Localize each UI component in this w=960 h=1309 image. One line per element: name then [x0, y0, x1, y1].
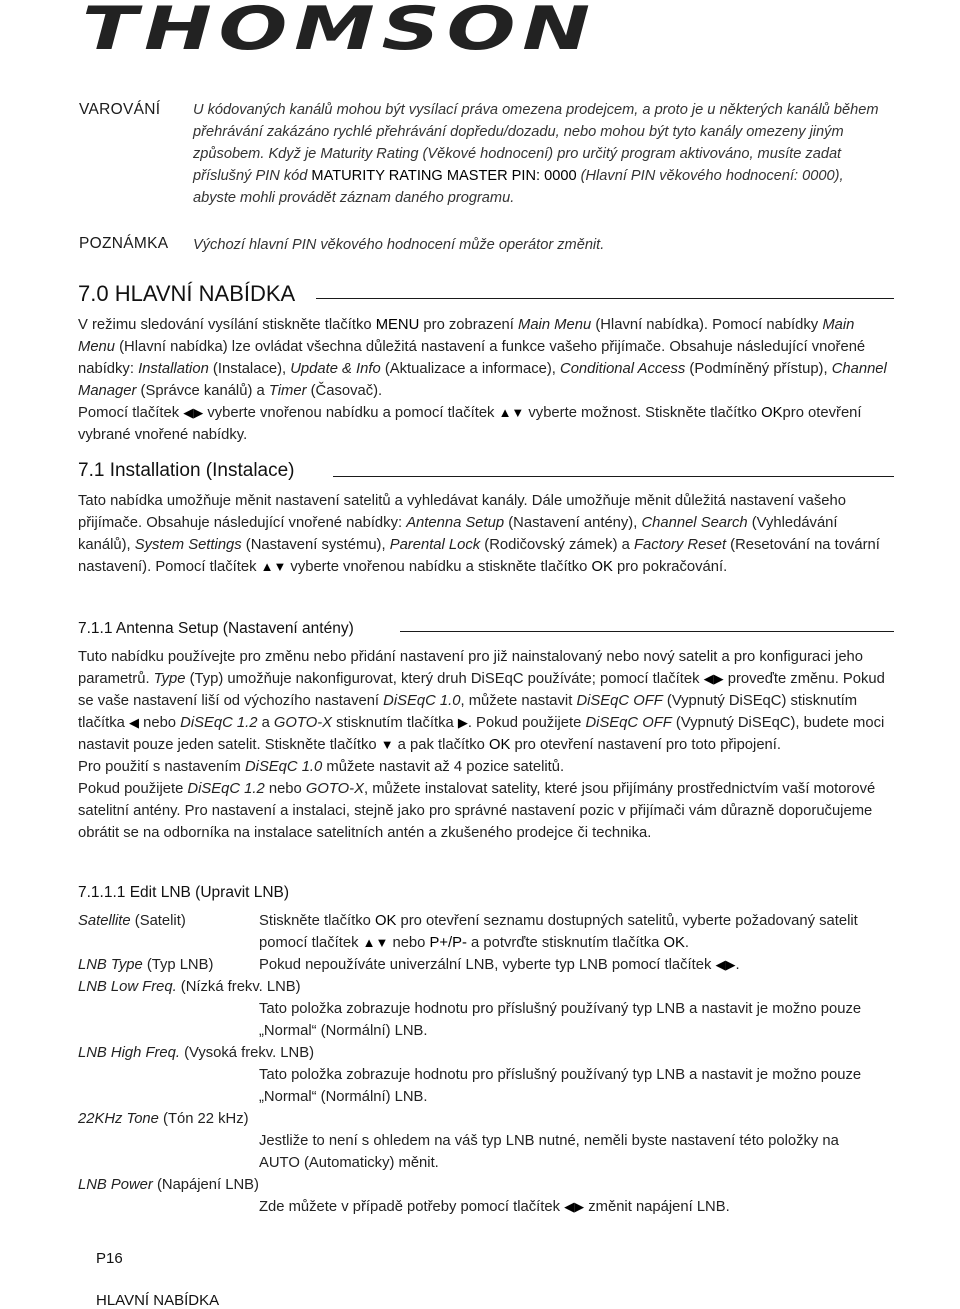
text-run: (Resetování na tovární nastavení). Pomocí tlačítek [78, 537, 880, 575]
text-run: proveďte změnu. Pokud se vaše nastavení liší od výchozího nastavení [78, 671, 885, 709]
text-run: (Správce kanálů) a [136, 383, 269, 399]
lnb-item-description [259, 1130, 879, 1174]
text-run: , můžete nastavit [460, 693, 577, 709]
lnb-item-paren: (Vysoká frekv. LNB) [179, 1045, 315, 1061]
lnb-item-description [259, 1064, 879, 1108]
menu-term: Conditional Access [560, 361, 686, 377]
text-run: Pro použití s nastavením [78, 759, 245, 775]
text-run: Pokud nepoužíváte univerzální LNB, vyberte typ LNB pomocí tlačítek [259, 957, 716, 973]
lnb-item-term [78, 1108, 898, 1130]
lnb-item-term [78, 954, 213, 976]
menu-term: DiSEqC 1.0 [244, 759, 323, 775]
text-run: (Časovač). [306, 383, 383, 399]
section-7-1-body [78, 490, 883, 578]
text-run: pro otevření vybrané vnořené nabídky. [78, 405, 862, 443]
warning-text-c: (Hlavní PIN věkového hodnocení: 0000), abyste mohli provádět záznam daného programu. [193, 168, 844, 206]
text-run: vyberte možnost. Stiskněte tlačítko [524, 405, 762, 421]
menu-term: Parental Lock [389, 537, 481, 553]
text-run: . [735, 957, 740, 973]
lnb-item-name: LNB High Freq. [78, 1045, 180, 1061]
text-run: Stiskněte tlačítko [259, 913, 375, 929]
section-7-1-para [78, 490, 883, 578]
lnb-item-term [78, 910, 186, 932]
lnb-item-description [259, 954, 879, 976]
arrow-keys-icon: ◀ [129, 715, 139, 730]
menu-term: Channel Search [641, 515, 748, 531]
lnb-item-paren: (Nízká frekv. LNB) [176, 979, 301, 995]
text-run: můžete nastavit až 4 pozice satelitů. [322, 759, 565, 775]
text-run: . Pokud použijete [467, 715, 586, 731]
arrow-keys-icon: ▶ [457, 715, 468, 730]
text-run: Zde můžete v případě potřeby pomocí tlačítek [259, 1199, 565, 1215]
text-run: Tato položka zobrazuje hodnotu pro příslušný používaný typ LNB a nastavit je možno pouze „Normal“ (Normální) LNB. [259, 1067, 862, 1105]
text-run: stisknutím tlačítka [332, 715, 458, 731]
text-run: Jestliže to není s ohledem na váš typ LNB nutné, neměli byste nastavení této položky na AUTO (Automaticky) měnit. [259, 1133, 839, 1171]
menu-term: Type [153, 671, 186, 687]
warning-text [193, 99, 883, 209]
key-name: OK [374, 913, 397, 929]
text-run: pro otevření seznamu dostupných satelitů, vyberte požadovaný satelit pomocí tlačítek [259, 913, 858, 951]
text-run: , můžete instalovat satelity, které jsou přijímány prostřednictvím vaší motorové satelitní antény. Pro nastavení a instalaci, stejně jako pro správné nastavení pozic v přijímači vám důrazně doporučujeme obrátit se na odborníka na instalace satelitních antén a zkušeného prodejce či technika. [78, 781, 876, 841]
menu-term: System Settings [134, 537, 242, 553]
footer-section: HLAVNÍ NABÍDKA [96, 1292, 220, 1309]
text-run: pro zobrazení [419, 317, 518, 333]
lnb-item-name: LNB Power [78, 1177, 153, 1193]
menu-term: DiSEqC OFF [585, 715, 672, 731]
lnb-item-paren: (Tón 22 kHz) [158, 1111, 249, 1127]
text-run: nebo [388, 935, 430, 951]
key-name: MENU [375, 317, 420, 333]
text-run: Tato položka zobrazuje hodnotu pro příslušný používaný typ LNB a nastavit je možno pouze „Normal“ (Normální) LNB. [259, 1001, 862, 1039]
text-run: a potvrďte stisknutím tlačítka [466, 935, 664, 951]
arrow-keys-icon: ◀▶ [703, 671, 724, 686]
lnb-item-name: LNB Low Freq. [78, 979, 177, 995]
text-run: (Vypnutý DiSEqC) stisknutím tlačítka [78, 693, 858, 731]
text-run: (Aktualizace a informace), [380, 361, 561, 377]
text-run: Pomocí tlačítek [78, 405, 184, 421]
text-run: Tuto nabídku používejte pro změnu nebo přidání nastavení pro již nainstalovaný nebo nový satelit a pro konfiguraci jeho parametrů. [78, 649, 864, 687]
text-run: pro pokračování. [612, 559, 728, 575]
text-run: . [684, 935, 690, 951]
lnb-item [78, 954, 898, 976]
menu-term: DiSEqC 1.2 [180, 715, 258, 731]
section-7-1-1-para [78, 646, 893, 756]
lnb-item [78, 1042, 898, 1108]
text-run: vyberte vnořenou nabídku a pomocí tlačítek [203, 405, 499, 421]
lnb-item-term [78, 976, 898, 998]
key-name: P+/P- [429, 935, 467, 951]
text-run: (Nastavení systému), [241, 537, 390, 553]
lnb-item-paren: (Napájení LNB) [152, 1177, 259, 1193]
key-name: OK [591, 559, 613, 575]
section-7-0-rule [316, 298, 894, 299]
lnb-item-name: LNB Type [78, 957, 143, 973]
text-run: a pak tlačítko [393, 737, 489, 753]
arrow-keys-icon: ◀▶ [183, 405, 204, 420]
text-run: V režimu sledování vysílání stiskněte tlačítko [78, 317, 376, 333]
warning-text-b: MATURITY RATING MASTER PIN: 0000 [311, 168, 577, 184]
text-run: nebo [264, 781, 306, 797]
section-7-1-1-body [78, 646, 893, 844]
page-number: P16 [96, 1250, 123, 1267]
lnb-item-paren: (Satelit) [130, 913, 186, 929]
text-run: (Hlavní nabídka) lze ovládat všechna důležitá nastavení a funkce vašeho přijímače. Obsahuje následující vnořené nabídky: [78, 339, 866, 377]
warning-text-a: U kódovaných kanálů mohou být vysílací práva omezena prodejcem, a proto je u některých kanálů během přehrávání zakázáno rychlé přehrávání dopředu/dozadu, nebo mohou být tyto kanály omezeny jiným způsobem. Když je Maturity Rating (Věkové hodnocení) pro určitý program aktivováno, musíte zadat příslušný PIN kód [193, 102, 879, 184]
lnb-item-term [78, 1174, 898, 1196]
arrow-keys-icon: ▲▼ [260, 559, 287, 574]
lnb-item [78, 976, 898, 1042]
text-run: změnit napájení LNB. [584, 1199, 730, 1215]
menu-term: Timer [268, 383, 307, 399]
text-run: (Nastavení antény), [504, 515, 642, 531]
text-run: (Typ) umožňuje nakonfigurovat, který druh DiSEqC používáte; pomocí tlačítek [185, 671, 704, 687]
section-7-1-rule [333, 476, 894, 477]
menu-term: DiSEqC 1.0 [383, 693, 461, 709]
text-run: (Vypnutý DiSEqC), budete moci nastavit pouze jeden satelit. Stiskněte tlačítko [78, 715, 885, 753]
menu-term: Installation [138, 361, 209, 377]
arrow-keys-icon: ◀▶ [564, 1199, 585, 1214]
menu-term: Antenna Setup [406, 515, 505, 531]
menu-term: DiSEqC 1.2 [187, 781, 265, 797]
menu-term: Factory Reset [633, 537, 727, 553]
lnb-definition-list [78, 910, 898, 1218]
text-run: (Instalace), [208, 361, 291, 377]
thomson-logo: THOMSON [82, 0, 597, 64]
menu-term: GOTO-X [305, 781, 364, 797]
lnb-item [78, 1174, 898, 1218]
text-run: pro otevření nastavení pro toto připojení. [510, 737, 781, 753]
arrow-keys-icon: ▲▼ [362, 935, 389, 950]
text-run: (Rodičovský zámek) a [480, 537, 634, 553]
key-name: OK [761, 405, 783, 421]
menu-term: Channel Manager [78, 361, 887, 399]
text-run: Pokud použijete [78, 781, 188, 797]
note-label: POZNÁMKA [79, 235, 169, 252]
text-run: (Vyhledávání kanálů), [78, 515, 838, 553]
section-7-0-body [78, 314, 888, 446]
menu-term: GOTO-X [273, 715, 333, 731]
section-7-0-para [78, 314, 888, 402]
arrow-keys-icon: ◀▶ [715, 957, 736, 972]
menu-term: Main Menu [518, 317, 592, 333]
lnb-item-term [78, 1042, 898, 1064]
lnb-item-name: 22KHz Tone [78, 1111, 159, 1127]
menu-term: Main Menu [78, 317, 855, 355]
arrow-keys-icon: ▲▼ [498, 405, 525, 420]
section-7-1-1-para-2 [78, 756, 893, 778]
section-7-0-para-2 [78, 402, 888, 446]
arrow-keys-icon: ▼ [380, 737, 394, 752]
lnb-item [78, 910, 898, 954]
lnb-item-description [259, 1196, 879, 1218]
warning-label: VAROVÁNÍ [79, 101, 161, 118]
section-7-1-1-para-3 [78, 778, 893, 844]
section-7-1-1-rule [400, 631, 894, 632]
lnb-item-description [259, 998, 879, 1042]
section-7-1-1-1-title: 7.1.1.1 Edit LNB (Upravit LNB) [78, 884, 290, 901]
section-7-1-1-title: 7.1.1 Antenna Setup (Nastavení antény) [78, 620, 354, 637]
menu-term: DiSEqC OFF [576, 693, 663, 709]
lnb-item [78, 1108, 898, 1174]
key-name: OK [663, 935, 685, 951]
text-run: nebo [139, 715, 181, 731]
lnb-item-name: Satellite [78, 913, 131, 929]
lnb-item-paren: (Typ LNB) [142, 957, 214, 973]
note-text: Výchozí hlavní PIN věkového hodnocení může operátor změnit. [193, 237, 605, 253]
section-7-1-title: 7.1 Installation (Instalace) [78, 460, 295, 481]
text-run: (Podmíněný přístup), [685, 361, 832, 377]
text-run: vyberte vnořenou nabídku a stiskněte tlačítko [286, 559, 592, 575]
lnb-item-description [259, 910, 879, 954]
text-run: a [257, 715, 274, 731]
key-name: OK [488, 737, 511, 753]
menu-term: Update & Info [290, 361, 381, 377]
text-run: (Hlavní nabídka). Pomocí nabídky [591, 317, 823, 333]
section-7-0-title: 7.0 HLAVNÍ NABÍDKA [78, 281, 296, 306]
text-run: Tato nabídka umožňuje měnit nastavení satelitů a vyhledávat kanály. Dále umožňuje měnit důležitá nastavení vašeho přijímače. Obsahuje následující vnořené nabídky: [78, 493, 846, 531]
